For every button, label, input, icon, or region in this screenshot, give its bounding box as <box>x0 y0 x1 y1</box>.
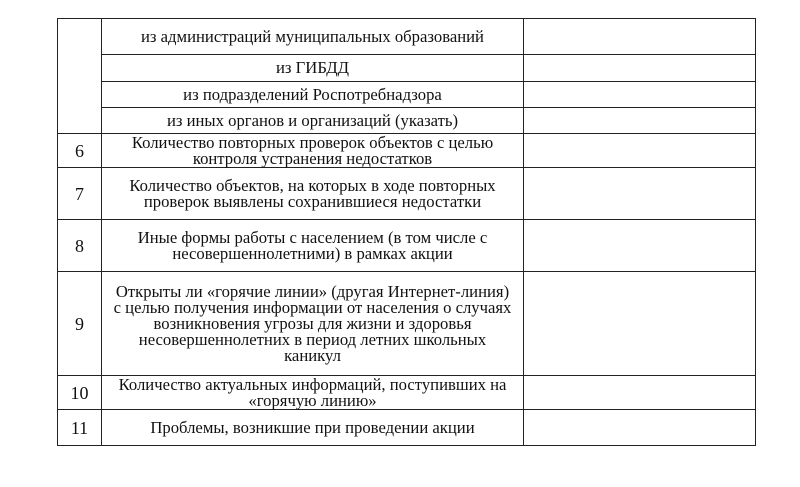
row-value-cell[interactable] <box>524 19 756 55</box>
row-description-text: из ГИБДД <box>275 58 349 77</box>
row-description <box>102 376 524 410</box>
row-description-text: из иных органов и организаций (указать) <box>166 110 459 130</box>
table-row <box>58 82 756 108</box>
row-description-text: Количество объектов, на которых в ходе повторных проверок выявлены сохранившиеся недостатки <box>129 175 496 211</box>
row-value-cell[interactable] <box>524 134 756 168</box>
row-number-cell <box>58 19 102 134</box>
table-row <box>58 55 756 82</box>
row-description <box>102 55 524 82</box>
table-row <box>58 19 756 55</box>
row-value-cell[interactable] <box>524 376 756 410</box>
row-description <box>102 220 524 272</box>
row-value-cell[interactable] <box>524 82 756 108</box>
row-description <box>102 82 524 108</box>
row-number-cell: 11 <box>58 410 102 446</box>
row-number-cell: 7 <box>58 168 102 220</box>
row-number-cell: 8 <box>58 220 102 272</box>
row-value-cell[interactable] <box>524 272 756 376</box>
report-table <box>57 18 756 446</box>
table-row <box>58 410 756 446</box>
table-row <box>58 134 756 168</box>
table-row <box>58 108 756 134</box>
row-description <box>102 168 524 220</box>
row-description-text: Иные формы работы с населением (в том числе с несовершеннолетними) в рамках акции <box>137 227 488 263</box>
row-description-text: из администраций муниципальных образований <box>141 26 484 46</box>
row-number-cell: 9 <box>58 272 102 376</box>
row-value-cell[interactable] <box>524 55 756 82</box>
row-value-cell[interactable] <box>524 410 756 446</box>
table-row <box>58 272 756 376</box>
row-value-cell[interactable] <box>524 220 756 272</box>
row-description-text: из подразделений Роспотребнадзора <box>183 84 442 104</box>
row-description-text: Количество повторных проверок объектов с целью контроля устранения недостатков <box>131 132 494 168</box>
table-row <box>58 376 756 410</box>
row-description-text: Проблемы, возникшие при проведении акции <box>150 417 475 437</box>
row-description <box>102 108 524 134</box>
table-row <box>58 168 756 220</box>
row-number-cell: 6 <box>58 134 102 168</box>
row-value-cell[interactable] <box>524 108 756 134</box>
row-description-text: Открыты ли «горячие линии» (другая Интернет-линия) с целью получения информации от населения о случаях возникновения угрозы для жизни и здоровья несовершеннолетних в период летних школьных каникул <box>113 281 512 365</box>
row-description <box>102 134 524 168</box>
row-description <box>102 19 524 55</box>
row-description <box>102 410 524 446</box>
row-description <box>102 272 524 376</box>
row-description-text: Количество актуальных информаций, поступивших на «горячую линию» <box>118 374 507 410</box>
table-row <box>58 220 756 272</box>
row-value-cell[interactable] <box>524 168 756 220</box>
row-number-cell: 10 <box>58 376 102 410</box>
